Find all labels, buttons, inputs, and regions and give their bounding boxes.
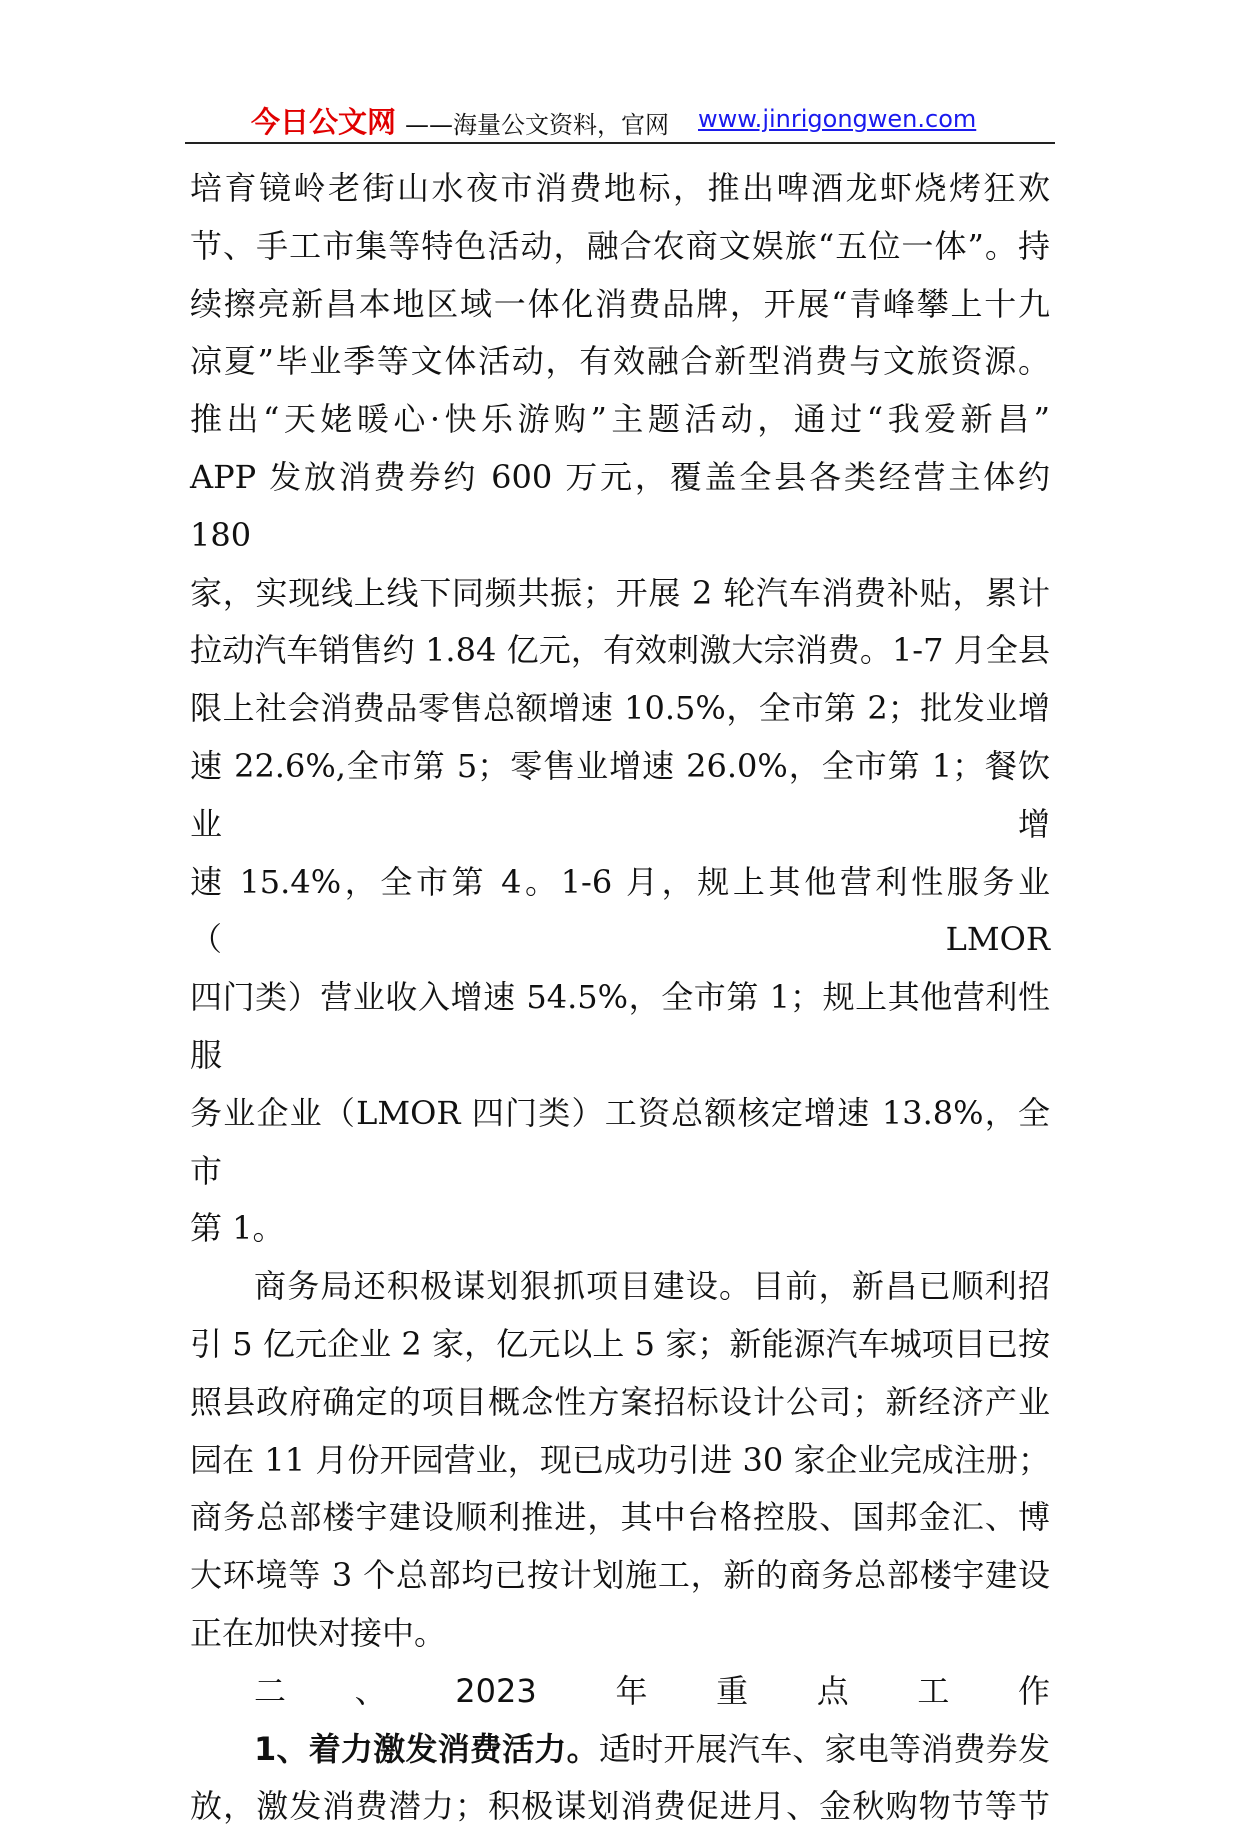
- paragraph-line: 引 5 亿元企业 2 家，亿元以上 5 家；新能源汽车城项目已按: [190, 1324, 1050, 1363]
- item-1-line: [190, 1721, 1050, 1779]
- page-header: [185, 98, 1055, 144]
- header-tagline: ——海量公文资料，官网: [405, 111, 669, 139]
- paragraph-line: 商务总部楼宇建设顺利推进，其中台格控股、国邦金汇、博: [190, 1498, 1050, 1537]
- paragraph-line: 续擦亮新昌本地区域一体化消费品牌，开展“青峰攀上十九: [190, 284, 1050, 323]
- paragraph-line: 节、手工市集等特色活动，融合农商文娱旅“五位一体”。持: [190, 226, 1050, 265]
- paragraph-line: 四门类）营业收入增速 54.5%，全市第 1；规上其他营利性服: [190, 978, 1050, 1074]
- paragraph-line: 务业企业（LMOR 四门类）工资总额核定增速 13.8%，全市: [190, 1093, 1050, 1190]
- paragraph-line: 拉动汽车销售约 1.84 亿元，有效刺激大宗消费。1-7 月全县: [190, 631, 1050, 670]
- paragraph-line: 限上社会消费品零售总额增速 10.5%，全市第 2；批发业增: [190, 689, 1050, 728]
- brand-logo-text: 今日公文网: [251, 105, 397, 139]
- paragraph-line: 园在 11 月份开园营业，现已成功引进 30 家企业完成注册；: [190, 1440, 1050, 1479]
- paragraph-line: 速 15.4%，全市第 4。1-6 月，规上其他营利性服务业（LMOR: [190, 862, 1050, 959]
- website-link[interactable]: www.jinrigongwen.com: [698, 105, 977, 133]
- paragraph-line: 放，激发消费潜力；积极谋划消费促进月、金秋购物节等节: [190, 1787, 1050, 1826]
- paragraph-line: 速 22.6%,全市第 5；零售业增速 26.0%，全市第 1；餐饮业增: [190, 746, 1050, 843]
- section-heading: 二、2023 年重点工作: [254, 1671, 1050, 1710]
- paragraph-line: 大环境等 3 个总部均已按计划施工，新的商务总部楼宇建设: [190, 1556, 1050, 1595]
- paragraph-line: 培育镜岭老街山水夜市消费地标，推出啤酒龙虾烧烤狂欢: [190, 169, 1050, 207]
- paragraph-line: 照县政府确定的项目概念性方案招标设计公司；新经济产业: [190, 1382, 1050, 1421]
- paragraph-line: 凉夏”毕业季等文体活动，有效融合新型消费与文旅资源。: [190, 342, 1050, 381]
- paragraph-line: 商务局还积极谋划狠抓项目建设。目前，新昌已顺利招: [254, 1267, 1050, 1306]
- paragraph-line: APP 发放消费券约 600 万元，覆盖全县各类经营主体约 180: [190, 457, 1050, 554]
- item-1-lead: 1、着力激发消费活力。: [254, 1729, 599, 1768]
- paragraph-line: 正在加快对接中。: [190, 1613, 447, 1652]
- paragraph-line: 家，实现线上线下同频共振；开展 2 轮汽车消费补贴，累计: [190, 573, 1050, 612]
- document-body: [190, 160, 1050, 1836]
- paragraph-line: 第 1。: [190, 1209, 285, 1248]
- item-1-text: 适时开展汽车、家电等消费券发: [598, 1729, 1050, 1768]
- paragraph-line: 推出“天姥暖心·快乐游购”主题活动，通过“我爱新昌”: [190, 400, 1050, 439]
